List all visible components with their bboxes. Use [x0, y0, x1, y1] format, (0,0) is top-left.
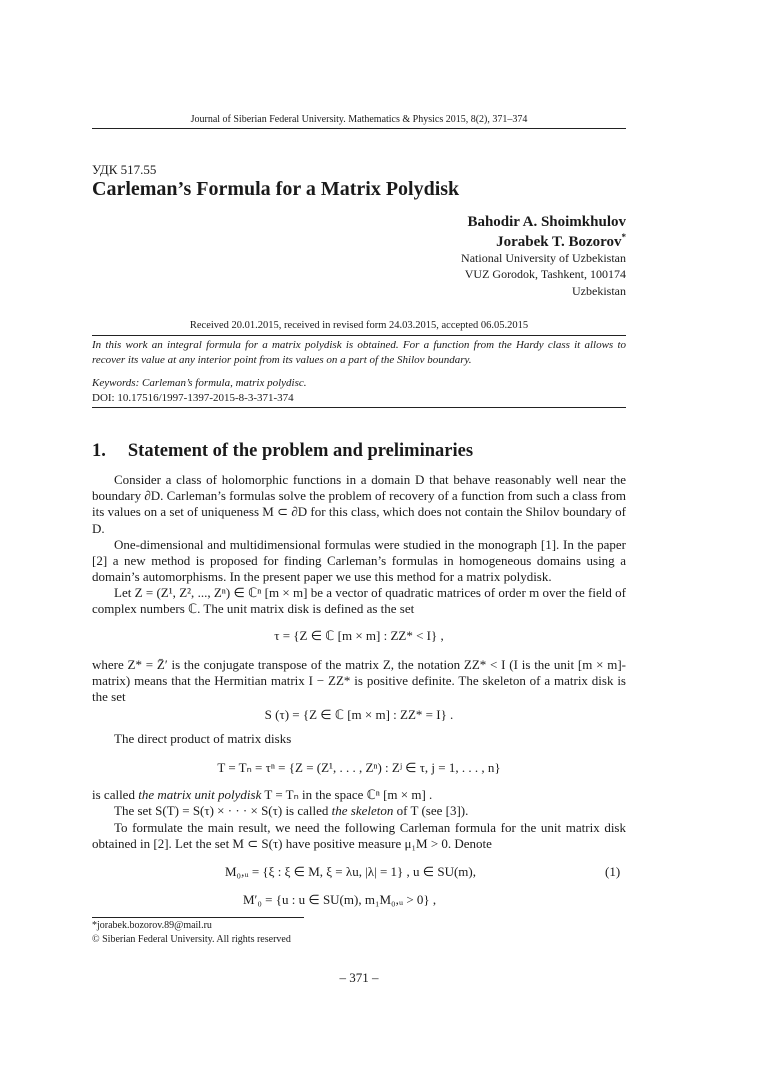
udc-code: УДК 517.55: [92, 162, 157, 177]
paragraph-4: where Z* = Z̄′ is the conjugate transpose of the matrix Z, the notation ZZ* < I (I is the unit [m × m]-matrix) means that the Hermitian matrix I − ZZ* is positive definite. The skeleton of a matrix disk is the set: [92, 657, 626, 705]
abstract-bottom-rule: [92, 407, 626, 408]
paragraph-1: Consider a class of holomorphic functions in a domain D that behave reasonably well near the boundary ∂D. Carleman’s formulas solve the problem of recovery of a function from such a class from its values on a set of uniqueness M ⊂ ∂D for this class, which does not contain the Shilov boundary of D.: [92, 472, 626, 536]
paragraph-6: is called the matrix unit polydisk T = Tₙ in the space ℂⁿ [m × m] .: [92, 787, 433, 802]
equation-2: M′₀ = {u : u ∈ SU(m), m₁M₀,ᵤ > 0} ,: [243, 892, 437, 907]
equation-skeleton: S (τ) = {Z ∈ ℂ [m × m] : ZZ* = I} .: [264, 707, 454, 722]
page-number: – 371 –: [339, 970, 379, 985]
footnote-rule: [92, 917, 304, 918]
equation-product: T = Tₙ = τⁿ = {Z = (Z¹, . . . , Zⁿ) : Zʲ ∈ τ, j = 1, . . . , n}: [217, 760, 501, 775]
affiliation-line-1: National University of Uzbekistan: [461, 251, 626, 265]
paragraph-5: The direct product of matrix disks: [114, 731, 292, 746]
abstract: In this work an integral formula for a matrix polydisk is obtained. For a function from the Hardy class it allows to recover its value at any interior point from its values on a part of the Shilov boundary.: [92, 339, 626, 366]
footnote: *jorabek.bozorov.89@mail.ru: [92, 920, 212, 931]
section-number: 1.: [92, 441, 106, 461]
equation-tau: τ = {Z ∈ ℂ [m × m] : ZZ* < I} ,: [274, 628, 444, 643]
equation-1: M₀,ᵤ = {ξ : ξ ∈ M, ξ = λu, |λ| = 1} , u ∈ SU(m),: [225, 864, 476, 879]
paragraph-2: One-dimensional and multidimensional formulas were studied in the monograph [1]. In the paper [2] a new method is proposed for finding Carleman’s formulas in homogeneous domains using a domain’s automorphisms. In the present paper we use this method for a matrix polydisk.: [92, 537, 626, 585]
equation-1-number: (1): [605, 864, 621, 879]
paragraph-8: To formulate the main result, we need the following Carleman formula for the unit matrix disk obtained in [2]. Let the set M ⊂ S(τ) have positive measure μ₁M > 0. Denote: [92, 820, 626, 852]
abstract-top-rule: [92, 335, 626, 336]
section-title: Statement of the problem and preliminaries: [127, 441, 474, 461]
affiliation-line-3: Uzbekistan: [572, 284, 626, 298]
author-1: Bahodir A. Shoimkhulov: [467, 214, 626, 230]
doi: DOI: 10.17516/1997-1397-2015-8-3-371-374: [92, 392, 294, 404]
affiliation-line-2: VUZ Gorodok, Tashkent, 100174: [464, 267, 626, 281]
author-2: Jorabek T. Bozorov*: [496, 232, 626, 250]
running-header: Journal of Siberian Federal University. Mathematics & Physics 2015, 8(2), 371–374: [190, 114, 528, 125]
received-dates: Received 20.01.2015, received in revised form 24.03.2015, accepted 06.05.2015: [189, 320, 529, 331]
copyright: © Siberian Federal University. All rights reserved: [92, 934, 291, 945]
section-heading: [92, 441, 473, 462]
paragraph-3: Let Z = (Z¹, Z², ..., Zⁿ) ∈ ℂⁿ [m × m] be a vector of quadratic matrices of order m over the field of complex numbers ℂ. The unit matrix disk is defined as the set: [92, 585, 626, 617]
page-title: Carleman’s Formula for a Matrix Polydisk: [92, 178, 460, 200]
paragraph-7: The set S(T) = S(τ) × · · · × S(τ) is called the skeleton of T (see [3]).: [114, 803, 469, 818]
header-rule: [92, 128, 626, 129]
keywords: Keywords: Carleman’s formula, matrix polydisc.: [92, 377, 307, 389]
